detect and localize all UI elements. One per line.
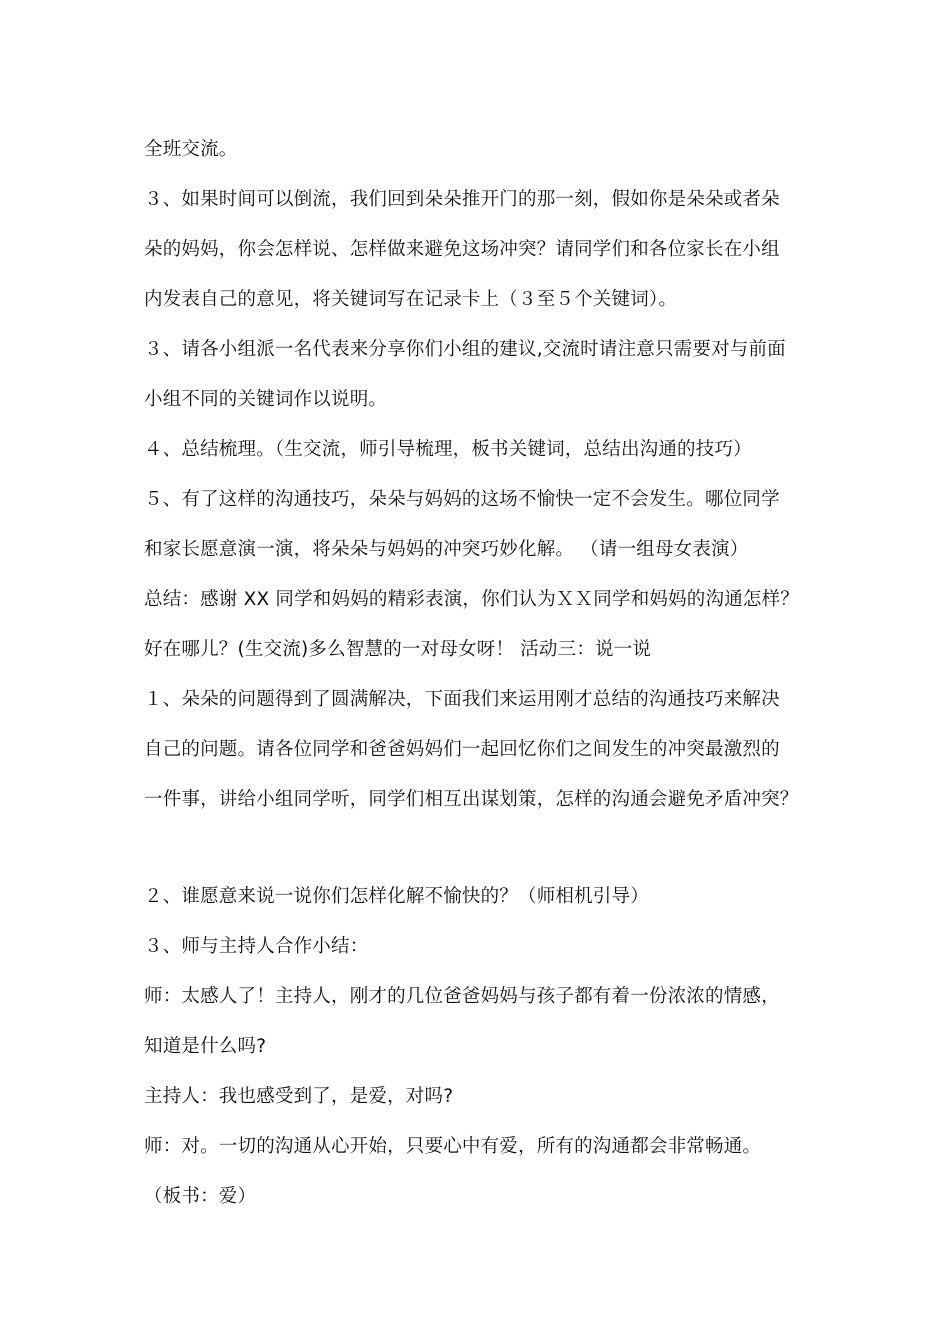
paragraph-line-6: 小组不同的关键词作以说明。 — [144, 389, 388, 410]
paragraph-line-5: ３、请各小组派一名代表来分享你们小组的建议,交流时请注意只需要对与前面 — [144, 339, 786, 360]
paragraph-line-18: 知道是什么吗? — [144, 1036, 267, 1057]
paragraph-line-16: ３、师与主持人合作小结： — [144, 936, 369, 957]
paragraph-line-19: 主持人：我也感受到了，是爱，对吗? — [144, 1086, 454, 1107]
paragraph-line-15: ２、谁愿意来说一说你们怎样化解不愉快的？（师相机引导） — [144, 886, 649, 907]
paragraph-line-17: 师：太感人了！主持人，刚才的几位爸爸妈妈与孩子都有着一份浓浓的情感， — [144, 986, 780, 1007]
paragraph-line-3: 朵的妈妈，你会怎样说、怎样做来避免这场冲突？请同学们和各位家长在小组 — [144, 239, 780, 260]
paragraph-line-21: （板书：爱） — [144, 1186, 257, 1207]
paragraph-line-9: 和家长愿意演一演，将朵朵与妈妈的冲突巧妙化解。 （请一组母女表演） — [144, 539, 749, 560]
paragraph-line-20: 师：对。一切的沟通从心开始，只要心中有爱，所有的沟通都会非常畅通。 — [144, 1136, 762, 1157]
paragraph-line-2: ３、如果时间可以倒流，我们回到朵朵推开门的那一刻，假如你是朵朵或者朵 — [144, 189, 780, 210]
paragraph-line-10: 总结：感谢 XX 同学和妈妈的精彩表演，你们认为ＸＸ同学和妈妈的沟通怎样？ — [144, 589, 800, 610]
paragraph-line-12: １、朵朵的问题得到了圆满解决，下面我们来运用刚才总结的沟通技巧来解决 — [144, 689, 780, 710]
paragraph-line-7: ４、总结梳理。（生交流，师引导梳理，板书关键词，总结出沟通的技巧） — [144, 439, 752, 460]
paragraph-line-14: 一件事，讲给小组同学听，同学们相互出谋划策，怎样的沟通会避免矛盾冲突？ — [144, 789, 799, 810]
paragraph-line-4: 内发表自己的意见，将关键词写在记录卡上（３至５个关键词）。 — [144, 289, 678, 310]
paragraph-line-11: 好在哪儿？(生交流)多么智慧的一对母女呀！ 活动三：说一说 — [144, 639, 652, 660]
paragraph-line-1: 全班交流。 — [144, 139, 238, 160]
paragraph-line-13: 自己的问题。请各位同学和爸爸妈妈们一起回忆你们之间发生的冲突最激烈的 — [144, 739, 780, 760]
paragraph-line-8: ５、有了这样的沟通技巧，朵朵与妈妈的这场不愉快一定不会发生。哪位同学 — [144, 489, 780, 510]
